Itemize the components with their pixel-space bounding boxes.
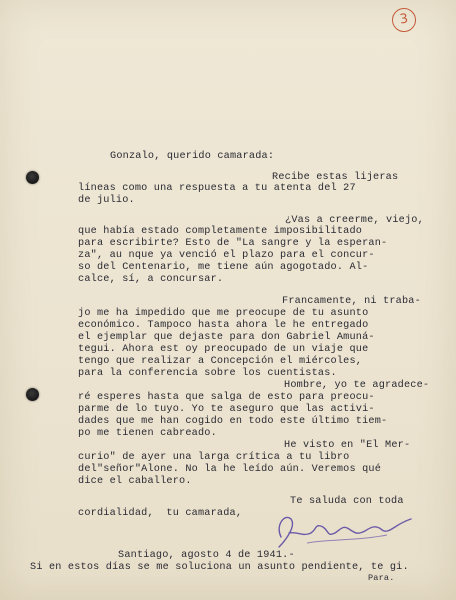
letter-line: parme de lo tuyo. Yo te aseguro que las activi-	[78, 404, 375, 415]
letter-line: para la conferencia sobre los cuentistas.	[78, 368, 337, 379]
closing-line: Te saluda con toda	[290, 496, 404, 507]
letter-line: de julio.	[78, 195, 135, 206]
letter-line: ¿Vas a creerme, viejo,	[285, 215, 424, 226]
letter-line: Recibe estas lijeras	[272, 172, 399, 183]
letter-line: Francamente, ni traba-	[282, 296, 421, 307]
letter-line: jo me ha impedido que me preocupe de tu asunto	[78, 308, 369, 319]
letter-line: ré esperes hasta que salga de esto para preocu-	[78, 392, 375, 403]
letter-line: so del Centenario, me tiene aún agogotado. Al-	[78, 262, 369, 273]
closing-line: cordialidad, tu camarada,	[78, 508, 243, 519]
handwritten-signature	[267, 503, 417, 553]
punch-hole	[26, 171, 39, 184]
letter-line: Hombre, yo te agradece-	[284, 380, 430, 391]
letter-line: tegui. Ahora est oy preocupado de un viaje que	[78, 344, 369, 355]
letter-line: que había estado completamente imposibilitado	[78, 226, 363, 237]
letter-line: el ejemplar que dejaste para don Gabriel Amuná-	[78, 332, 375, 343]
letter-line: po me tienen cabreado.	[78, 428, 217, 439]
punch-hole	[26, 388, 39, 401]
letter-line: líneas como una respuesta a tu atenta del 27	[78, 183, 356, 194]
salutation: Gonzalo, querido camarada:	[110, 151, 275, 162]
letter-line: curio" de ayer una larga crítica a tu libro	[78, 452, 350, 463]
letter-line: para escribirte? Esto de "La sangre y la esperan-	[78, 238, 388, 249]
letter-line: dice el caballero.	[78, 476, 192, 487]
letter-line: za", au nque ya venció el plazo para el concur-	[78, 250, 375, 261]
letter-line: He visto en "El Mer-	[284, 440, 411, 451]
letter-line: del"señor"Alone. No la he leído aún. Veremos qué	[78, 464, 382, 475]
postscript-continuation: Para.	[368, 573, 395, 583]
letter-date: Santiago, agosto 4 de 1941.-	[118, 550, 295, 561]
letter-line: económico. Tampoco hasta ahora le he entregado	[78, 320, 369, 331]
letter-line: tengo que realizar a Concepción el miércoles,	[78, 356, 363, 367]
page-number: 3	[390, 6, 417, 33]
letter-line: dades que me han cogido en todo este último tiem-	[78, 416, 388, 427]
postscript: Si en estos días se me soluciona un asunto pendiente, te gi.	[30, 562, 409, 573]
letter-line: calce, sí, a concursar.	[78, 274, 224, 285]
